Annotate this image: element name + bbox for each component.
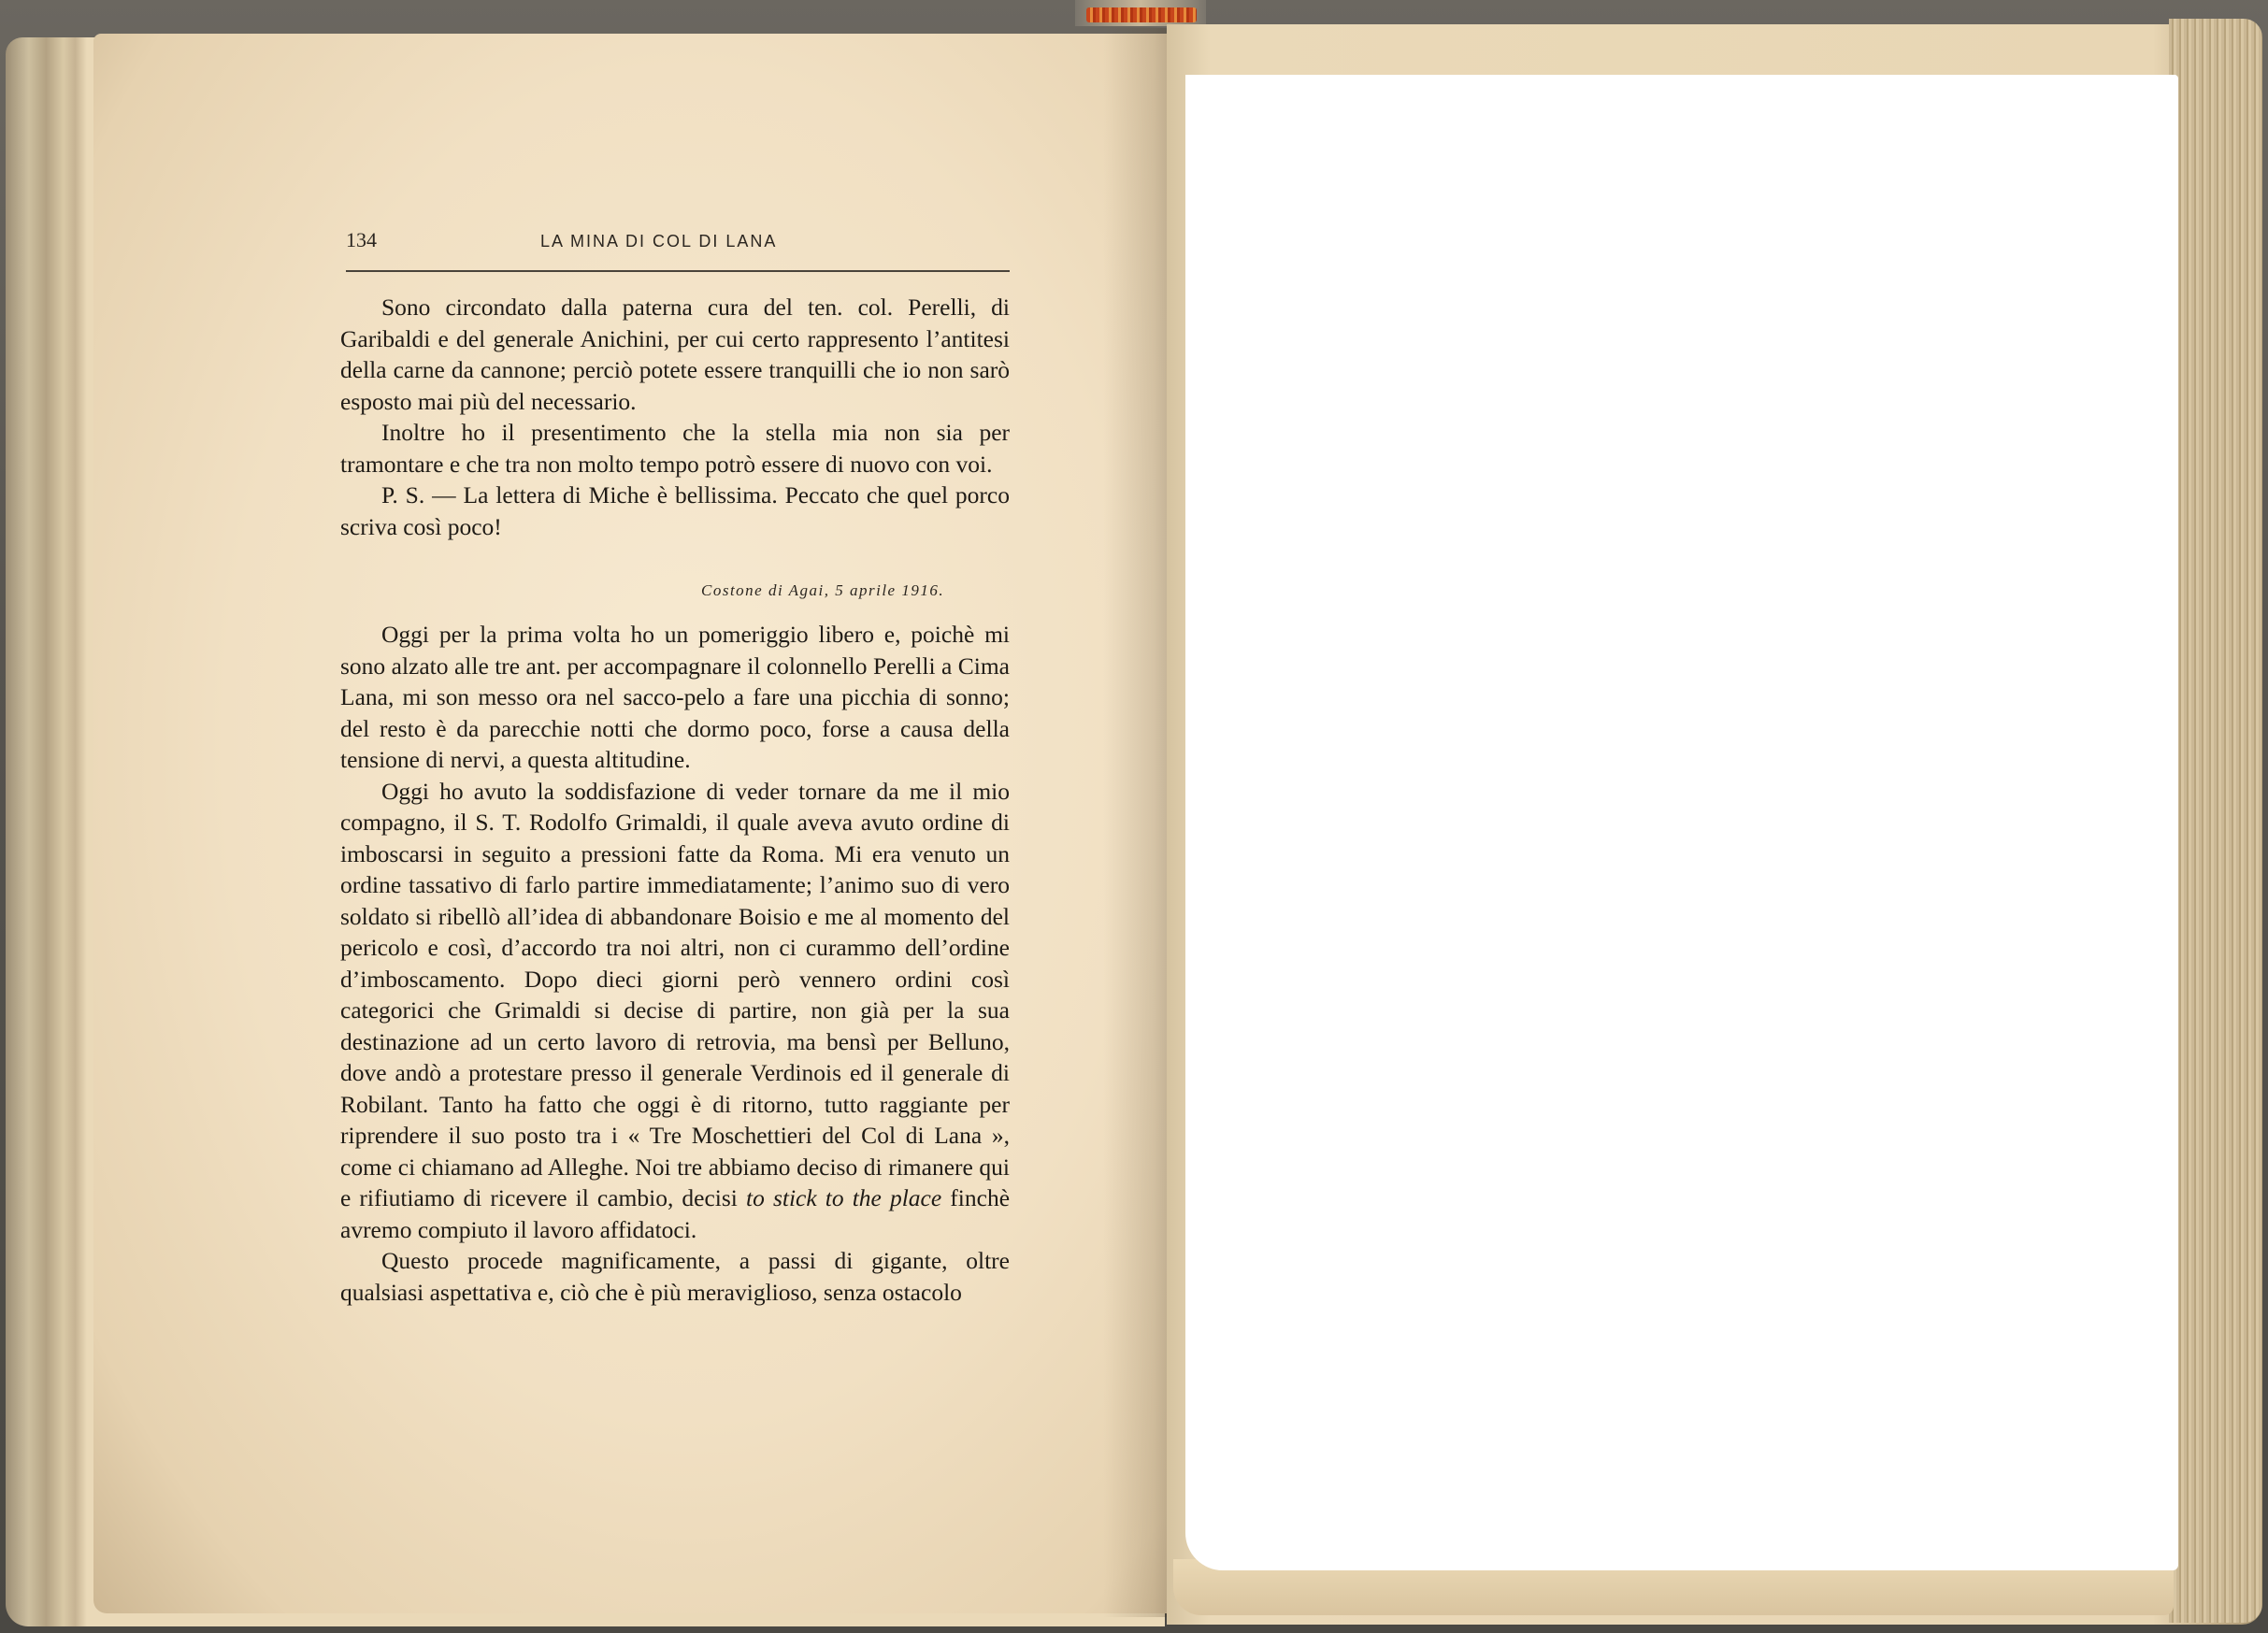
letter-2-paragraph-tail: finchè avremo compiuto il lavoro affidatoci.: [340, 1184, 1011, 1243]
letter-2-paragraph: Questo procede magnificamente, a passi di gigante, oltre qualsiasi aspettativa e, ciò che è più meraviglioso, senza ostacolo: [340, 1247, 1010, 1306]
letter-2-paragraph-text: Oggi ho avuto la soddisfazione di veder tornare da me il mio compagno, il S. T. Rodolfo Grimaldi, il quale aveva avuto ordine di imboscarsi in seguito a pressioni fatte da Roma. Mi era venuto un ordine tassativo di farlo partire immediatamente; l’animo suo di vero soldato si ribellò all’idea di abbandonare Boisio e me al momento del pericolo e così, d’accordo tra noi altri, non ci curammo dell’ordine d’imboscamento. Dopo dieci giorni però vennero ordini così categorici che Grimaldi si decise di partire, non già per la sua destinazione ad un certo lavoro di retrovia, ma bensì per Belluno, dove andò a protestare presso il generale Verdinois ed il generale di Robilant. Tanto ha fatto che oggi è di ritorno, tutto raggiante per riprendere il suo posto tra i « Tre Moschettieri del Col di Lana », come ci chiamano ad Alleghe. Noi tre abbiamo deciso di rimanere qui e rifiutiamo di ricevere il cambio, decisi: [340, 777, 1010, 1211]
letter-2-paragraph: Oggi per la prima volta ho un pomeriggio libero e, poichè mi sono alzato alle tre ant. per accompagnare il colonnello Perelli a Cima Lana, mi son messo ora nel sacco-pelo a fare una picchia di sonno; del resto è da parecchie notti che dormo poco, forse a causa della tensione di nervi, a questa altitudine.: [340, 621, 1010, 773]
right-page-blank: [1185, 75, 2178, 1570]
letter-2-paragraph: [340, 776, 1010, 1246]
header-rule: [346, 270, 1010, 272]
running-head-title: LA MINA DI COL DI LANA: [540, 232, 778, 251]
headband: [1086, 7, 1197, 22]
letter-1-paragraph: Inoltre ho il presentimento che la stella mia non sia per tramontare e che tra non molto tempo potrò essere di nuovo con voi.: [340, 419, 1010, 478]
running-head: [346, 228, 1010, 256]
letter-1-paragraph: Sono circondato dalla paterna cura del ten. col. Perelli, di Garibaldi e del generale Anichini, per cui certo rappresento l’antitesi della carne da cannone; perciò potete essere tranquilli che io non sarò esposto mai più del necessario.: [340, 294, 1010, 415]
right-page-edges: [2169, 19, 2262, 1623]
letter-1-postscript: P. S. — La lettera di Miche è bellissima. Peccato che quel porco scriva così poco!: [340, 481, 1010, 540]
letter-2-body: [340, 619, 1010, 1308]
page-number: 134: [346, 228, 377, 251]
letter-1-body: [340, 292, 1010, 542]
letter-2-dateline: Costone di Agai, 5 aprile 1916.: [701, 581, 945, 599]
italic-phrase: to stick to the place: [746, 1184, 942, 1211]
